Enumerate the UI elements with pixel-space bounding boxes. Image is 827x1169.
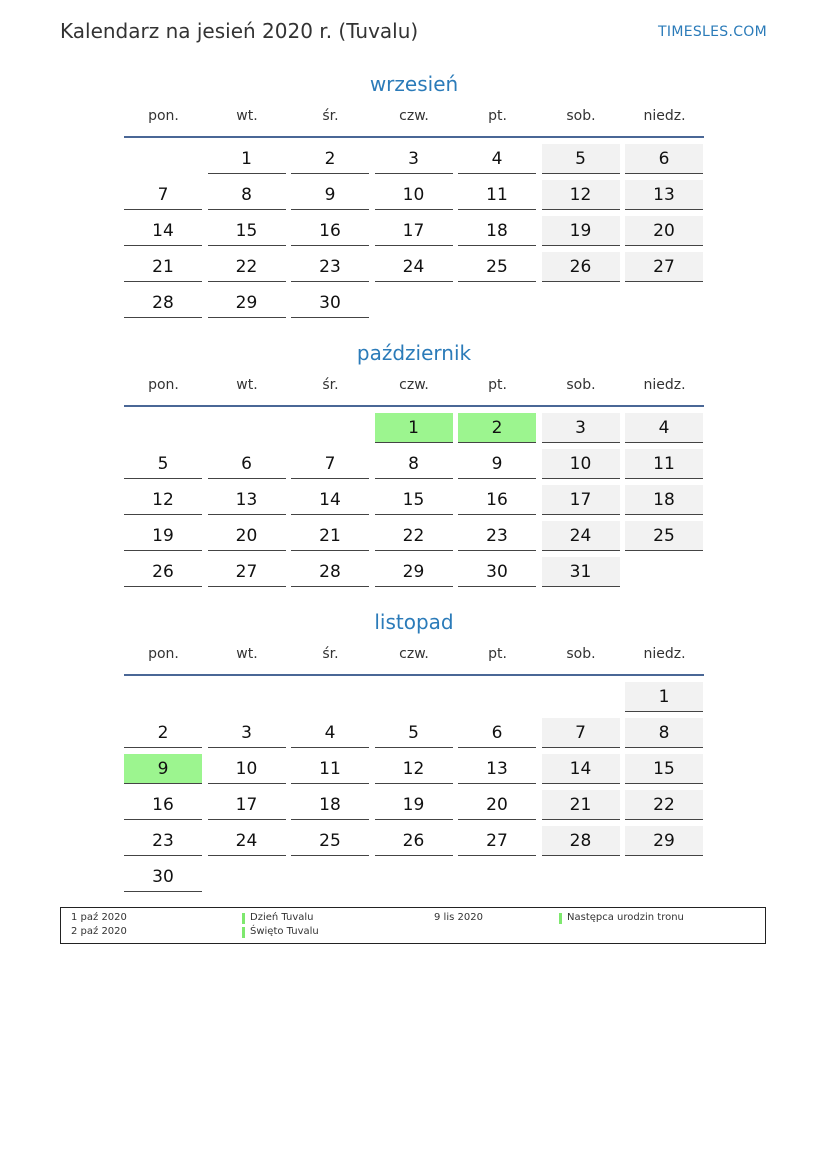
legend-holiday-name: Następca urodzin tronu: [567, 912, 684, 923]
day-cell: 17: [542, 485, 620, 515]
weekday-header: śr.: [322, 377, 339, 393]
holiday-marker: [242, 913, 245, 924]
day-cell: 18: [625, 485, 703, 515]
weekday-header: pon.: [148, 377, 179, 393]
weekday-header: wt.: [236, 646, 258, 662]
weekday-header: pt.: [488, 108, 507, 124]
weekday-header: śr.: [322, 646, 339, 662]
weekday-header-row: [124, 98, 704, 138]
day-cell: 26: [124, 557, 202, 587]
day-cell: 2: [458, 413, 536, 443]
day-cell: 22: [208, 252, 286, 282]
day-cell: 24: [542, 521, 620, 551]
day-cell: 19: [542, 216, 620, 246]
weekday-header: śr.: [322, 108, 339, 124]
day-cell: 10: [375, 180, 453, 210]
month-block: [124, 70, 704, 313]
weekday-header: czw.: [399, 377, 429, 393]
day-cell: 3: [208, 718, 286, 748]
day-cell: 13: [625, 180, 703, 210]
weekday-header: pon.: [148, 108, 179, 124]
day-cell: 26: [375, 826, 453, 856]
day-cell: 13: [458, 754, 536, 784]
day-cell: 12: [124, 485, 202, 515]
holiday-marker: [559, 913, 562, 924]
day-cell: 9: [124, 754, 202, 784]
day-cell: 9: [291, 180, 369, 210]
legend-date: 1 paź 2020: [71, 912, 127, 923]
day-cell: 4: [625, 413, 703, 443]
day-cell: 21: [124, 252, 202, 282]
day-cell: 2: [291, 144, 369, 174]
day-cell: 20: [458, 790, 536, 820]
day-cell: 15: [208, 216, 286, 246]
weekday-header: pt.: [488, 646, 507, 662]
day-cell: 31: [542, 557, 620, 587]
day-cell: 16: [291, 216, 369, 246]
legend-date: 9 lis 2020: [434, 912, 483, 923]
day-cell: 27: [208, 557, 286, 587]
day-cell: 8: [208, 180, 286, 210]
day-cell: 18: [458, 216, 536, 246]
day-cell: 3: [375, 144, 453, 174]
day-cell: 14: [291, 485, 369, 515]
month-name: październik: [356, 341, 472, 365]
page-title: Kalendarz na jesień 2020 r. (Tuvalu): [60, 19, 419, 43]
day-cell: 5: [375, 718, 453, 748]
brand-link[interactable]: TIMESLES.COM: [658, 24, 767, 40]
day-cell: 23: [124, 826, 202, 856]
day-cell: 27: [458, 826, 536, 856]
day-cell: 16: [124, 790, 202, 820]
day-cell: 25: [458, 252, 536, 282]
day-cell: 21: [542, 790, 620, 820]
day-cell: 20: [208, 521, 286, 551]
weekday-header: niedz.: [643, 377, 686, 393]
weekday-header: czw.: [399, 108, 429, 124]
day-cell: 24: [375, 252, 453, 282]
day-cell: 29: [375, 557, 453, 587]
day-cell: 6: [625, 144, 703, 174]
day-cell: 28: [542, 826, 620, 856]
day-cell: 23: [458, 521, 536, 551]
month-name: wrzesień: [369, 72, 459, 96]
month-name: listopad: [374, 610, 454, 634]
day-cell: 29: [208, 288, 286, 318]
day-cell: 7: [124, 180, 202, 210]
day-cell: 25: [625, 521, 703, 551]
day-cell: 11: [291, 754, 369, 784]
weekday-header: wt.: [236, 108, 258, 124]
day-cell: 17: [375, 216, 453, 246]
day-cell: 25: [291, 826, 369, 856]
day-cell: 19: [124, 521, 202, 551]
day-cell: 15: [375, 485, 453, 515]
day-cell: 1: [208, 144, 286, 174]
day-cell: 22: [375, 521, 453, 551]
day-cell: 26: [542, 252, 620, 282]
weekday-header: pt.: [488, 377, 507, 393]
day-cell: 7: [542, 718, 620, 748]
day-cell: 4: [291, 718, 369, 748]
day-cell: 3: [542, 413, 620, 443]
day-cell: 1: [375, 413, 453, 443]
day-cell: 23: [291, 252, 369, 282]
legend-holiday-name: Święto Tuvalu: [250, 926, 319, 937]
day-cell: 18: [291, 790, 369, 820]
day-cell: 17: [208, 790, 286, 820]
weekday-header-row: [124, 367, 704, 407]
day-cell: 8: [375, 449, 453, 479]
holiday-legend: [60, 907, 766, 944]
day-cell: 4: [458, 144, 536, 174]
day-cell: 14: [124, 216, 202, 246]
day-cell: 28: [291, 557, 369, 587]
day-cell: 8: [625, 718, 703, 748]
month-block: [124, 608, 704, 887]
day-cell: 29: [625, 826, 703, 856]
weekday-header: sob.: [566, 646, 596, 662]
weekday-header: sob.: [566, 377, 596, 393]
holiday-marker: [242, 927, 245, 938]
weekday-header: czw.: [399, 646, 429, 662]
weekday-header: niedz.: [643, 646, 686, 662]
weekday-header-row: [124, 636, 704, 676]
day-cell: 10: [208, 754, 286, 784]
day-cell: 22: [625, 790, 703, 820]
day-cell: 5: [542, 144, 620, 174]
weekday-header: niedz.: [643, 108, 686, 124]
day-cell: 27: [625, 252, 703, 282]
day-cell: 13: [208, 485, 286, 515]
day-cell: 24: [208, 826, 286, 856]
day-cell: 30: [291, 288, 369, 318]
day-cell: 7: [291, 449, 369, 479]
day-cell: 11: [625, 449, 703, 479]
day-cell: 16: [458, 485, 536, 515]
day-cell: 30: [124, 862, 202, 892]
day-cell: 19: [375, 790, 453, 820]
day-cell: 10: [542, 449, 620, 479]
month-block: [124, 339, 704, 582]
day-cell: 30: [458, 557, 536, 587]
day-cell: 6: [458, 718, 536, 748]
day-cell: 1: [625, 682, 703, 712]
weekday-header: pon.: [148, 646, 179, 662]
day-cell: 11: [458, 180, 536, 210]
day-cell: 28: [124, 288, 202, 318]
legend-date: 2 paź 2020: [71, 926, 127, 937]
day-cell: 2: [124, 718, 202, 748]
day-cell: 9: [458, 449, 536, 479]
day-cell: 5: [124, 449, 202, 479]
day-cell: 6: [208, 449, 286, 479]
day-cell: 14: [542, 754, 620, 784]
day-cell: 20: [625, 216, 703, 246]
day-cell: 15: [625, 754, 703, 784]
day-cell: 12: [542, 180, 620, 210]
weekday-header: wt.: [236, 377, 258, 393]
legend-holiday-name: Dzień Tuvalu: [250, 912, 314, 923]
day-cell: 12: [375, 754, 453, 784]
day-cell: 21: [291, 521, 369, 551]
weekday-header: sob.: [566, 108, 596, 124]
